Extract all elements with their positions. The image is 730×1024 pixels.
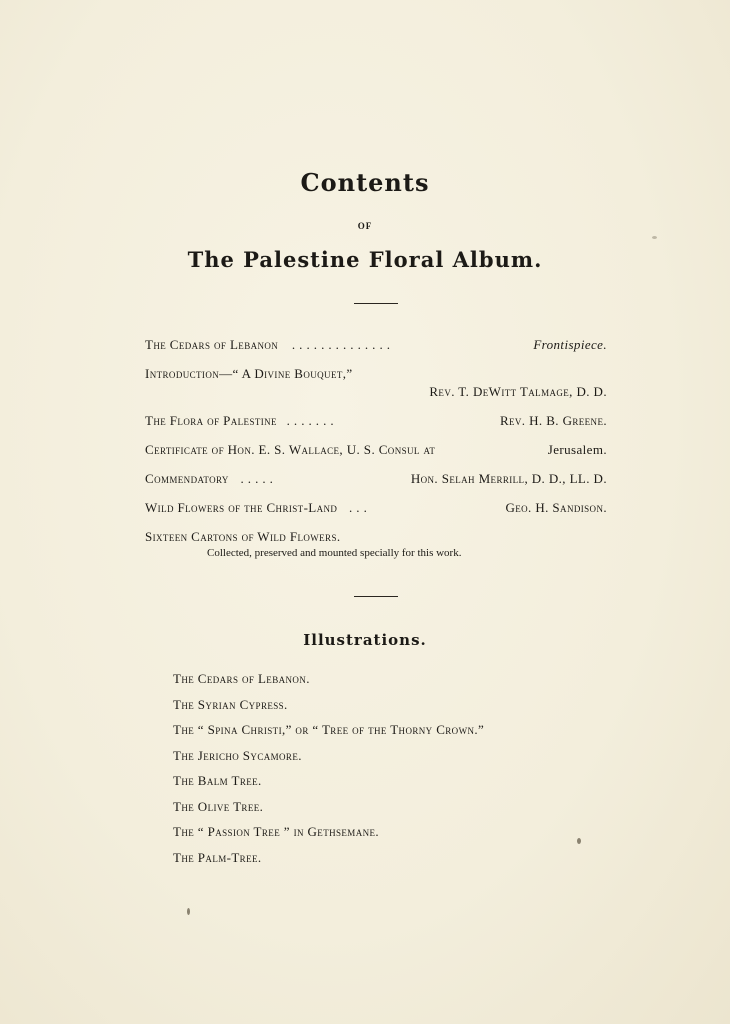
list-item: The Syrian Cypress.	[173, 696, 288, 712]
list-item: The Cedars of Lebanon.	[173, 671, 310, 686]
entry-leader: . . .	[349, 500, 368, 515]
entry-author: Rev. T. DeWitt Talmage, D. D.	[429, 384, 607, 399]
list-item: The Balm Tree.	[173, 773, 262, 788]
illustrations-heading: Illustrations.	[303, 631, 427, 649]
list-item: The “ Spina Christi,” or “ Tree of the Thorny Crown.”	[173, 722, 485, 737]
entry-right: Hon. Selah Merrill, D. D., LL. D.	[410, 471, 607, 486]
contents-entry-cedars	[145, 337, 607, 353]
list-item: The Jericho Sycamore.	[173, 747, 302, 763]
page-title: Contents	[300, 168, 430, 197]
paper-speck	[652, 236, 657, 239]
entry-label: Wild Flowers of the Christ-Land	[145, 500, 338, 515]
entry-label: The Cedars of Lebanon	[145, 337, 279, 352]
list-item: The Olive Tree.	[173, 798, 264, 814]
contents-entry-flora	[145, 413, 607, 429]
entry-leader: . . . . . . .	[286, 413, 335, 428]
entry-label: The Flora of Palestine	[145, 413, 277, 428]
entry-leader: . . . . .	[240, 471, 274, 486]
entry-right: Rev. H. B. Greene.	[499, 413, 607, 428]
entry-label: Certificate of Hon. E. S. Wallace, U. S. Consul at	[145, 442, 436, 457]
entry-right: Geo. H. Sandison.	[505, 500, 607, 515]
contents-entry-wild-flowers	[145, 500, 607, 516]
entry-place: Jerusalem.	[547, 442, 607, 457]
entry-leader: . . . . . . . . . . . . . .	[291, 337, 391, 352]
entry-right: Frontispiece.	[533, 337, 607, 352]
cartons-note: Collected, preserved and mounted specially for this work.	[207, 547, 462, 559]
paper-speck	[577, 838, 581, 844]
divider-middle	[354, 596, 398, 597]
list-item: The Palm-Tree.	[173, 849, 262, 865]
entry-label: Commendatory	[145, 471, 229, 486]
paper-speck	[187, 908, 190, 915]
list-item: The “ Passion Tree ” in Gethsemane.	[173, 824, 380, 839]
contents-entry-introduction	[145, 366, 607, 382]
entry-label: Introduction—“ A Divine Bouquet,”	[145, 366, 353, 381]
of-label: OF	[357, 221, 373, 231]
contents-entry-cartons	[145, 529, 607, 545]
divider-top	[354, 303, 398, 304]
entry-label: Sixteen Cartons of Wild Flowers.	[145, 529, 341, 544]
contents-entry-certificate	[145, 442, 607, 458]
illustrations-list	[173, 671, 484, 875]
album-title: The Palestine Floral Album.	[187, 247, 543, 272]
contents-entry-commendatory	[145, 471, 607, 487]
